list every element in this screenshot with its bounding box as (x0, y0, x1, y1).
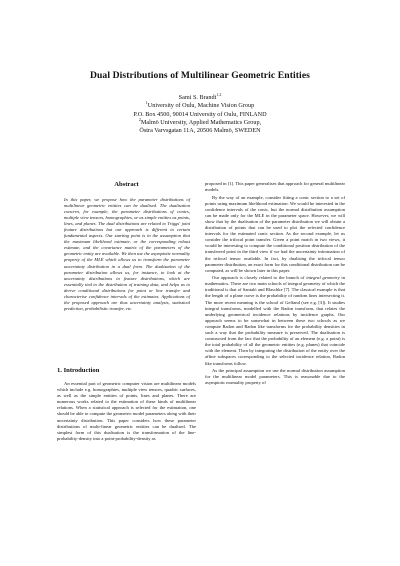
affiliation-1: $^1$University of Oulu, Machine Vision Group (145, 100, 255, 110)
section-heading-introduction: 1. Introduction (57, 367, 100, 374)
author-block (0, 91, 400, 135)
right-paragraph-1: proposed in [1]. This paper generalises that approach for general multilinear models. (205, 181, 345, 193)
right-paragraph-3: Our approach is closely related to the branch of integral geometry in mathematics. There are two main schools of integral geometry of which the traditional is that of Santaló and Blaschke [7]. The classical example is that the length of a plane curve is the probability of random lines intersecting it. The more recent meaning is the school of Gelfand (see e.g. [3]). It studies integral transforms, modelled with the Radon transform, that relates the underlying geometrical incidence relations by incidence graphs. Our approach seems to be somewhat in between these two schools as we compute Radon and Radon like transforms for the probability densities in such a way that the probability measure is preserved. The dualisation is constructed from the fact that the probability of an element (e.g. a point) is the total probability of all the geometric entities (e.g. planes) that coincide with the element. Then by integrating the distribution of the entity over the affine subspaces corresponding to the selected incidence relation, Radon like transforms follow. (205, 275, 345, 366)
affiliation-2: $^2$Malmö University, Applied Mathematics Group, (138, 116, 262, 126)
introduction-body (57, 381, 196, 442)
right-column-body (205, 181, 345, 388)
affiliation-2-address: Östra Varvsgatan 11A, 20506 Malmö, SWEDEN (139, 127, 261, 135)
affiliation-1-address: P.O. Box 4500, 90014 University of Oulu, FINLAND (133, 110, 267, 118)
right-paragraph-4: As the principal assumption we use the normal distribution assumption for the multilinear model parameters. This is reasonable due to the asymptotic normality property of (205, 367, 345, 386)
author-name: Sami S. Brandt$^{1,2}$ (178, 91, 222, 101)
abstract-text: In this paper, we propose how the parameter distributions of multilinear geometric entities can be dualised. The dualisation concern, for example, the parameter distributions of conics, multiple view tensors, homographies, or as simple entities as points, lines, and planes. The dual distributions are related to Triggs' joint feature distributions but our approach is different in certain fundamental aspects. Our starting point is in the assumption that the maximum likelihood estimate, or the corresponding robust estimate, and the covariance matrix of the parameters of the geometric entity are available. We then use the asymptotic normality property of the MLE which allows us to transform the parameter uncertainty distribution in a dual form. The dualisation of the parameter distribution allows us, for instance, to look at the uncertainty distributions in feature distributions, which are essentially tied to the distribution of training data, and helps us to derive conditional distributions for point or line transfer and characterise confidence intervals of the estimates. Applications of the proposed approach are thus uncertainty analysis, statistical prediction, probabilistic transfer, etc. (64, 197, 190, 311)
right-paragraph-2: By the way of an example, consider fitting a conic section to a set of points using maximum likelihood estimation. We would be interested in the confidence intervals of the conic, but the normal distribution assumption can be made only for the MLE in the parameter space. However, we will show that by the dualisation of the parameter distribution we will obtain a distribution of points that can be used to plot the selected confidence intervals for the estimated conic section. As the second example, let us consider the trifocal point transfer. Given a point match in two views, it would be interesting to compute the conditional position distribution of the transferred point in the third view if we had the uncertainty information of the trifocal tensor available. In fact, by dualising the trifocal tensor parameter distribution, an exact form for this conditional distribution can be computed, as will be shown later in this paper. (205, 194, 345, 273)
abstract-heading: Abstract (114, 181, 139, 188)
paper-title: Dual Distributions of Multilinear Geometric Entities (89, 70, 311, 81)
intro-paragraph: An essential part of geometric computer vision are multilinear models which include e.g. homographies, multiple view tensors, quadric surfaces, as well as the simple entities of points, lines and planes. There are numerous works related to the estimation of these kinds of multilinear relations. When a statistical approach is selected for the estimation, one should be able to compute the geometric model parameters along with their uncertainty distribution. This paper considers how these parameter distributions of multi-linear geometric entities can be dualised. The simplest form of this dualisation is the transformation of the line-probability-density into a point-probability-density as (57, 381, 196, 441)
